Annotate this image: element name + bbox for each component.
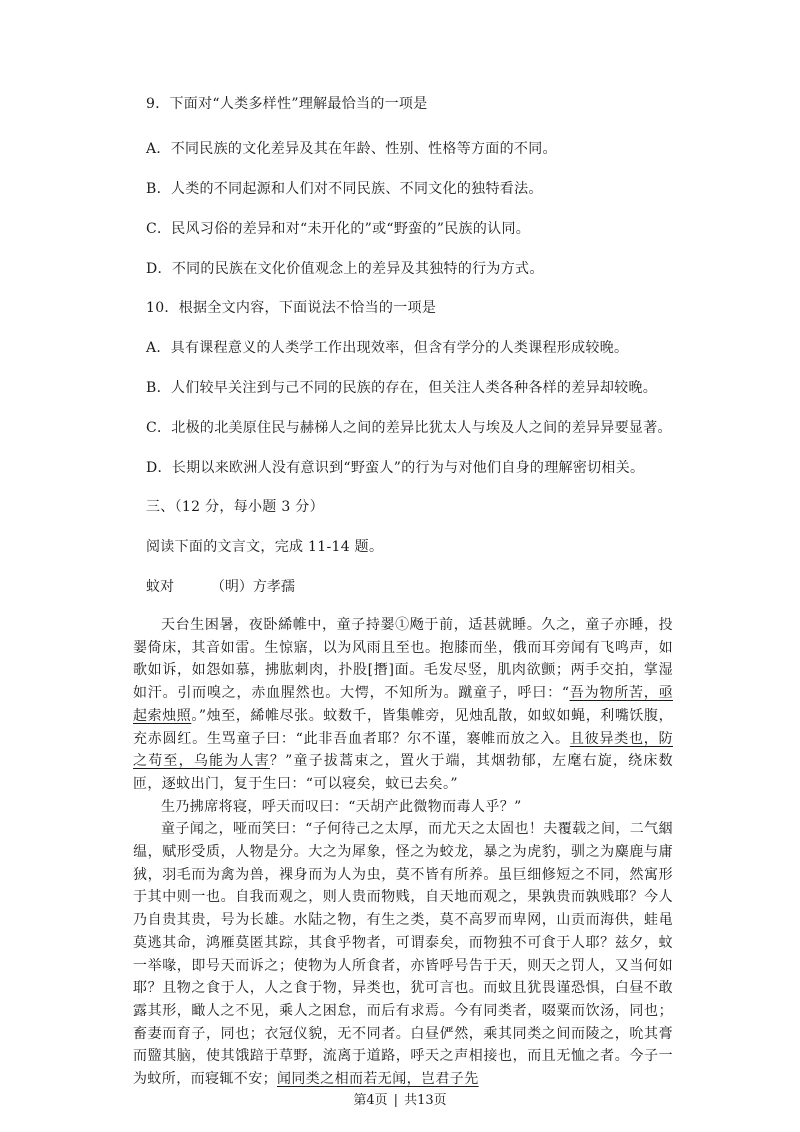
option-a: A．具有课程意义的人类学工作出现效率，但含有学分的人类课程形成较晚。 [146, 340, 629, 356]
footer-separator: | [393, 1093, 399, 1108]
paragraph-2: 生乃拂席将寝，呼天而叹曰：“天胡产此微物而毒人乎？” [161, 798, 522, 815]
page-footer [0, 1089, 800, 1108]
option-d: D．不同的民族在文化价值观念上的差异及其独特的行为方式。 [146, 261, 544, 277]
question-stem: 9．下面对“人类多样性”理解最恰当的一项是 [146, 96, 428, 112]
page-number: 第4页 [353, 1093, 388, 1108]
page-total: 共13页 [404, 1093, 447, 1108]
section-instruction: 阅读下面的文言文，完成 11-14 题。 [146, 539, 384, 555]
option-c: C．民风习俗的差异和对“未开化的”或“野蛮的”民族的认同。 [146, 221, 531, 237]
underlined-sentence-1: 吾为物所苦，亟起索烛照 [133, 685, 673, 724]
question-stem: 10．根据全文内容，下面说法不恰当的一项是 [146, 300, 437, 316]
option-d: D．长期以来欧洲人没有意识到“野蛮人”的行为与对他们自身的理解密切相关。 [146, 460, 645, 476]
option-b: B．人类的不同起源和人们对不同民族、不同文化的独特看法。 [146, 181, 543, 197]
article-title-line [146, 576, 295, 596]
underlined-sentence-2: 且彼异类也，防之苟至，乌能为人害 [133, 730, 673, 770]
paragraph-3: 童子闻之，哑而笑曰：“子何待己之太厚，而尤天之太固也！夫覆载之间，二气絪缊，赋形受质，人物是分。大之为犀象，怪之为蛟龙，暴之为虎豹，驯之为麋鹿与庸狨，羽毛而为禽为兽，裸身而为人为虫，莫不皆有所养。虽巨细修短之不同，然寓形于其中则一也。自我而观之，则人贵而物贱，自天地而观之，果孰贵而孰贱耶？今人乃自贵其贵，号为长雄。水陆之物，有生之类，莫不高罗而卑网，山贡而海供，蛙黾莫逃其命，鸿雁莫匿其踪，其食乎物者，可谓泰矣，而物独不可食于人耶？兹夕，蚊一举喙，即号天而诉之；使物为人所食者，亦皆呼号告于天，则天之罚人，又当何如耶？且物之食于人，人之食于物，异类也，犹可言也。而蚊且犹畏谨恐惧，白昼不敢露其形，瞰人之不见，乘人之困怠，而后有求焉。今有同类者，啜粟而饮汤，同也；畜妻而育子，同也；衣冠仪貌，无不同者。白昼俨然，乘其同类之间而陵之，吮其膏而盬其脑，使其饿踣于草野，流离于道路，呼天之声相接也，而且无恤之者。今子一为蚊所，而寝辄不安；闻同类之相而若无闻，岂君子先 [133, 821, 673, 1088]
section-heading: 三、（12 分，每小题 3 分） [146, 499, 324, 515]
paragraph-1: 天台生困暑，夜卧絺帷中，童子持翣①飏于前，适甚就睡。久之，童子亦睡，投翣倚床，其音如雷。生惊寤，以为风雨且至也。抱膝而坐，俄而耳旁闻有飞鸣声，如歌如诉，如怨如慕，拂肱刺肉，扑股[撍]面。毛发尽竖，肌肉欲颤；两手交拍，掌湿如汗。引而嗅之，赤血腥然也。大愕，不知所为。蹴童子，呼曰：“吾为物所苦，亟起索烛照。”烛至，絺帷尽张。蚊数千，皆集帷旁，见烛乱散，如蚁如蝇，利嘴饫腹，充赤圆红。生骂童子曰：“此非吾血者耶？尔不谨，褰帷而放之入。且彼异类也，防之苟至，乌能为人害？”童子拔蒿束之，置火于端，其烟勃郁，左麾右旋，绕床数匝，逐蚊出门，复于生曰：“可以寝矣，蚊已去矣。” [133, 617, 673, 792]
option-b: B．人们较早关注到与己不同的民族的存在，但关注人类各种各样的差异却较晚。 [146, 380, 658, 396]
article-body [133, 614, 673, 1091]
option-c: C．北极的北美原住民与赫梯人之间的差异比犹太人与埃及人之间的差异异要显著。 [146, 420, 672, 436]
article-title: 蚊对 [146, 579, 174, 595]
article-author: （明）方孝孺 [210, 579, 295, 595]
option-a: A．不同民族的文化差异及其在年龄、性别、性格等方面的不同。 [146, 141, 557, 157]
underlined-sentence-3: 闻同类之相而若无闻，岂君子先 [277, 1071, 479, 1088]
